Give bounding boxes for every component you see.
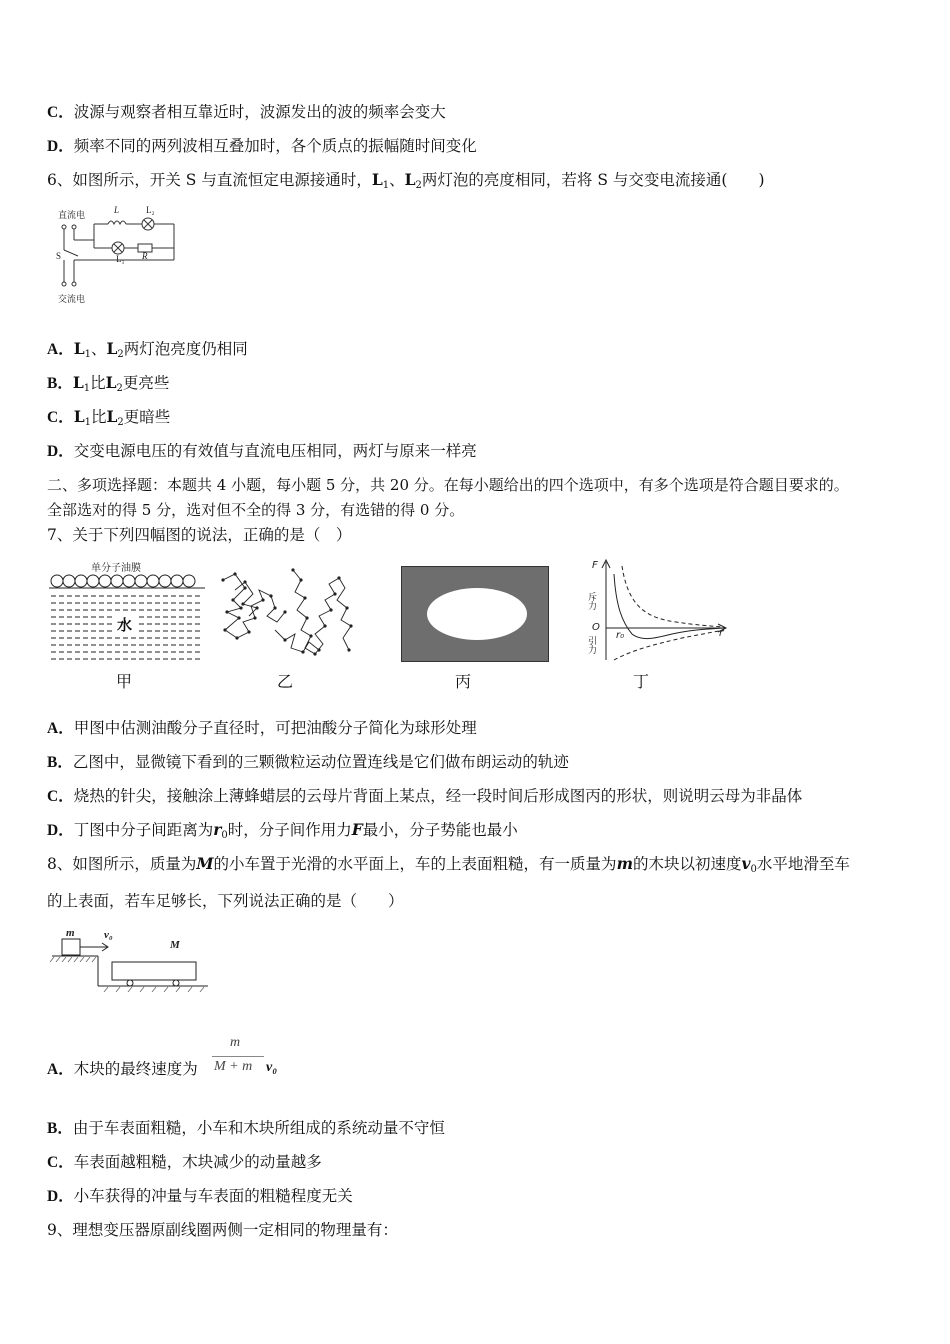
subscript: 0: [221, 830, 228, 841]
option-text: 丁图中分子间距离为: [73, 821, 214, 839]
option-text: 小车获得的冲量与车表面的粗糙程度无关: [73, 1187, 353, 1205]
fraction-denominator: M + m: [214, 1059, 253, 1074]
option-letter: D．: [47, 1188, 74, 1205]
r0-label: r₀: [616, 630, 625, 641]
option-text: 更暗些: [123, 408, 171, 426]
subscript: 1: [84, 417, 91, 428]
math-var: F: [351, 820, 363, 839]
lamp-symbol: L: [404, 170, 416, 189]
velocity-label: v₀: [104, 929, 113, 941]
option-letter: B．: [47, 375, 73, 392]
option-letter: D．: [47, 443, 74, 460]
q8-option-a: [47, 1058, 198, 1081]
ac-source-label: 交流电: [58, 294, 86, 304]
subscript: 1: [382, 180, 390, 191]
option-letter: B．: [47, 754, 73, 771]
option-letter: C．: [47, 104, 74, 121]
separator: 、: [389, 171, 405, 189]
repulsion-label: 斥力: [586, 592, 596, 610]
option-letter: C．: [47, 788, 74, 805]
lamp-symbol: L: [73, 339, 85, 358]
option-letter: D．: [47, 138, 74, 155]
lamp1-label: L₁: [116, 254, 125, 264]
section2-line1: 二、多项选择题：本题共 4 小题，每小题 5 分，共 20 分。在每小题给出的四个选项中，有多个选项是符合题目要求的。: [47, 476, 849, 494]
q5-option-d: [47, 135, 477, 158]
q8-option-c: [47, 1151, 322, 1174]
force-axis-label: F: [592, 560, 598, 571]
lamp-symbol: L: [106, 407, 118, 426]
option-text: 比: [90, 408, 107, 426]
caption-yi: 乙: [277, 672, 294, 691]
attraction-label: 引力: [586, 636, 596, 654]
q7-stem: 7、关于下列四幅图的说法，正确的是（ ）: [47, 526, 352, 544]
lamp-symbol: L: [105, 373, 117, 392]
stem-text: 8、如图所示，质量为: [47, 855, 197, 873]
caption-jia: 甲: [116, 672, 133, 691]
q7-option-b: [47, 751, 569, 774]
option-text: 交变电源电压的有效值与直流电压相同，两灯与原来一样亮: [73, 442, 477, 460]
oil-film-label: 单分子油膜: [91, 563, 141, 574]
section2-line2: 全部选对的得 5 分，选对但不全的得 3 分，有选错的得 0 分。: [47, 501, 465, 519]
option-letter: D．: [47, 822, 74, 839]
velocity-v0: v₀: [266, 1060, 278, 1075]
math-var: M: [196, 854, 214, 873]
cart-mass-label: M: [170, 939, 180, 951]
switch-label: S: [56, 251, 62, 261]
stem-text: 的木块以初速度: [632, 855, 742, 873]
subscript: 0: [750, 864, 757, 875]
inductor-label: L: [114, 205, 120, 215]
q7-option-a: [47, 717, 477, 740]
option-text: 更亮些: [122, 374, 170, 392]
r-axis-label: r: [719, 628, 724, 639]
subscript: 2: [117, 417, 124, 428]
subscript: 1: [83, 383, 91, 394]
q7-figure-d-molecular-force: [586, 556, 734, 666]
option-text: 甲图中估测油酸分子直径时，可把油酸分子简化为球形处理: [73, 719, 477, 737]
q6-option-a: [47, 338, 248, 366]
option-text: 最小，分子势能也最小: [362, 821, 518, 839]
q7-figure-a-oil-film: [47, 560, 207, 664]
lamp-symbol: L: [72, 373, 84, 392]
option-text: 频率不同的两列波相互叠加时，各个质点的振幅随时间变化: [73, 137, 477, 155]
option-letter: A．: [47, 720, 74, 737]
stem-text: 的小车置于光滑的水平面上，车的上表面粗糙，有一质量为: [213, 855, 617, 873]
stem-text: 6、如图所示，开关 S 与直流恒定电源接通时，: [47, 171, 372, 189]
q5-option-c: [47, 101, 446, 124]
stem-text: 两灯泡的亮度相同，若将 S 与交变电流接通( ): [421, 171, 765, 189]
option-text: 比: [90, 374, 106, 392]
option-letter: B．: [47, 1120, 73, 1137]
lamp2-label: L₂: [146, 205, 155, 215]
separator: 、: [90, 340, 107, 358]
option-letter: A．: [47, 341, 74, 358]
origin-label: O: [592, 622, 600, 633]
q6-stem: [47, 169, 765, 197]
q6-option-d: [47, 440, 477, 463]
fraction-bar: [212, 1056, 264, 1057]
option-text: 烧热的针尖，接触涂上薄蜂蜡层的云母片背面上某点，经一段时间后形成图丙的形状，则说明云母为非晶体: [73, 787, 803, 805]
lamp-symbol: L: [106, 339, 118, 358]
option-text: 波源与观察者相互靠近时，波源发出的波的频率会变大: [73, 103, 446, 121]
lamp-symbol: L: [371, 170, 383, 189]
q7-option-d: [47, 819, 518, 847]
q6-circuit-figure: [54, 204, 184, 308]
math-var: m: [616, 854, 633, 873]
subscript: 2: [415, 180, 422, 191]
subscript: 2: [117, 349, 124, 360]
q6-option-b: [47, 372, 169, 400]
option-text: 由于车表面粗糙，小车和木块所组成的系统动量不守恒: [72, 1119, 445, 1137]
math-var: r: [213, 820, 222, 839]
resistor-label: R: [142, 251, 148, 261]
dc-source-label: 直流电: [58, 210, 86, 220]
q7-figure-c-mica-wax: [401, 566, 549, 662]
option-letter: A．: [47, 1061, 74, 1078]
q9-stem: 9、理想变压器原副线圈两侧一定相同的物理量有：: [47, 1221, 398, 1239]
option-letter: C．: [47, 409, 74, 426]
caption-ding: 丁: [633, 672, 650, 691]
block-mass-label: m: [66, 927, 75, 939]
subscript: 2: [116, 383, 123, 394]
q8-stem-line2: 的上表面，若车足够长，下列说法正确的是（ ）: [47, 892, 404, 910]
caption-bing: 丙: [455, 672, 472, 691]
q6-option-c: [47, 406, 170, 434]
option-text: 车表面越粗糙，木块减少的动量越多: [73, 1153, 322, 1171]
fraction-numerator: m: [230, 1035, 241, 1050]
subscript: 1: [84, 349, 91, 360]
stem-text: 水平地滑至车: [756, 855, 850, 873]
q7-figure-b-brownian-motion: [215, 560, 360, 664]
option-letter: C．: [47, 1154, 74, 1171]
q8-option-b: [47, 1117, 445, 1140]
q8-cart-block-figure: [50, 926, 210, 996]
option-text: 时，分子间作用力: [227, 821, 352, 839]
q7-option-c: [47, 785, 802, 808]
option-text: 乙图中，显微镜下看到的三颗微粒运动位置连线是它们做布朗运动的轨迹: [72, 753, 569, 771]
option-text: 两灯泡亮度仍相同: [123, 340, 248, 358]
water-label: 水: [117, 616, 133, 634]
option-text: 木块的最终速度为: [73, 1060, 198, 1078]
lamp-symbol: L: [73, 407, 85, 426]
math-var: v: [741, 854, 751, 873]
q8-option-d: [47, 1185, 353, 1208]
q8-stem-line1: [47, 853, 850, 881]
